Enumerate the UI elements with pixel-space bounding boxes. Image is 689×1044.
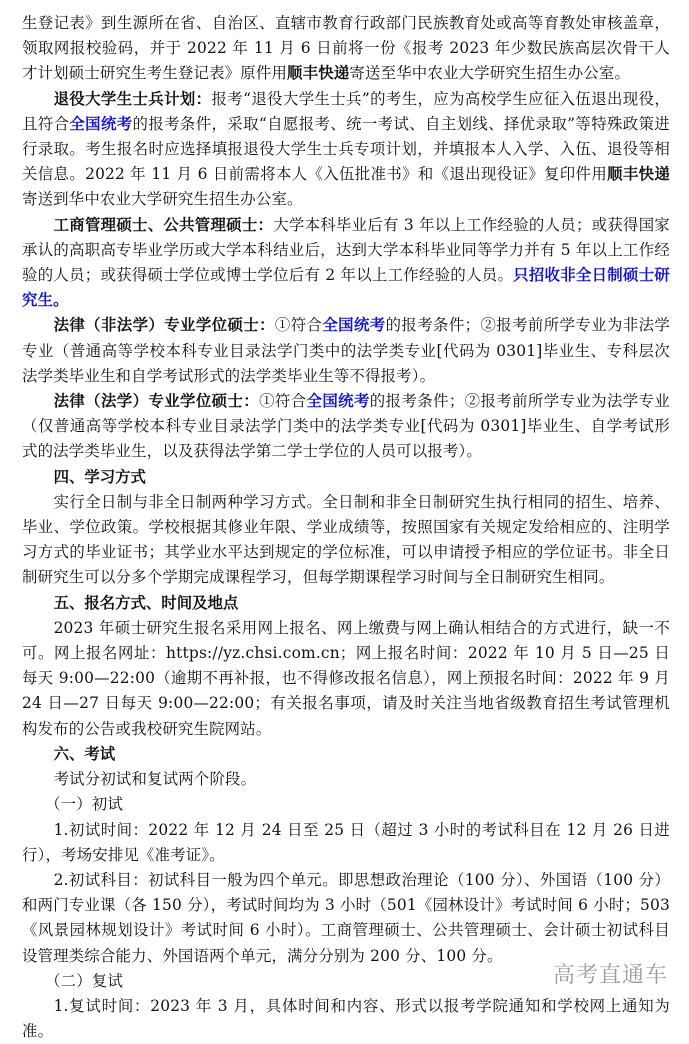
paragraph-study-mode: 实行全日制与非全日制两种学习方式。全日制和非全日制研究生执行相同的招生、培养、毕业、学位政策。学校根据其修业年限、学业成绩等，按照国家有关规定发给相应的、注明学习方式的毕业证书；其学业水平达到规定的学位标准，可以申请授予相应的学位证书。非全日制研究生可以分多个学期完成课程学习，但每学期课程学习时间与全日制研究生相同。 <box>22 492 670 587</box>
highlight-national-exam: 全国统考 <box>69 114 133 133</box>
paragraph-preliminary-time: 1.初试时间：2022 年 12 月 24 日至 25 日（超过 3 小时的考试科目在 12 月 26 日进行），考场安排见《准考证》。 <box>22 820 670 864</box>
text: 寄送至华中农业大学研究生招生办公室。 <box>349 64 631 83</box>
text: 寄送到华中农业大学研究生招生办公室。 <box>22 190 303 209</box>
paragraph-exam-intro: 考试分初试和复试两个阶段。 <box>53 770 257 789</box>
text: 的报考条件；②报考前所学专业为非法学专业（普通高等学校本科专业目录法学门类中的法学类专业[代码为 0301]毕业生、专科层次法学类毕业生和自学考试形式的法学类毕业生等不得报考）。 <box>22 316 670 385</box>
subheading-preliminary: （一）初试 <box>45 795 124 814</box>
text: 大学本科毕业后有 3 年以上工作经验的人员；或获得国家承认的高职高专毕业学历或大学本科结业后，达到大学本科毕业同等学力并有 5 年以上工作经验的人员；或获得硕士学位或博士学位后有 2 年以上工作经验的人员。 <box>22 215 670 285</box>
paragraph-law-nonlaw <box>22 313 670 389</box>
paragraph-title: 工商管理硕士、公共管理硕士： <box>53 215 274 234</box>
document-page <box>22 11 670 1044</box>
paragraph-mba-mpa <box>22 213 670 314</box>
watermark: 高考直通车 <box>553 963 669 988</box>
paragraph-preliminary-subjects: 2.初试科目：初试科目一般为四个单元。即思想政治理论（100 分）、外国语（100 分）和两门专业课（各 150 分），考试时间均为 3 小时（501《园林设计》考试时间 6 小时；503《风景园林规划设计》考试时间 6 小时）。工商管理硕士、公共管理硕士、会计硕士初试科目设管理类综合能力、外国语两个单元，满分分别为 200 分、100 分。 <box>22 870 670 965</box>
text: 报考“退役大学生士兵”的考生，应为高校学生应征入伍退出现役，且符合 <box>22 89 670 133</box>
subheading-retest: （二）复试 <box>45 971 124 990</box>
text: ①符合 <box>259 392 307 411</box>
paragraph-title: 法律（法学）专业学位硕士： <box>53 392 260 411</box>
text: 的报考条件，采取“自愿报考、统一考试、自主划线、择优录取”等特殊政策进行录取。考生报名时应选择填报退役大学生士兵专项计划，并填报本人入学、入伍、退役等相关信息。2022 年 11 月 6 日前需将本人《入伍批准书》和《退出现役证》复印件用 <box>22 114 670 184</box>
paragraph-veteran-plan <box>22 87 670 213</box>
bold-courier: 顺丰快递 <box>607 165 670 184</box>
paragraph-title: 法律（非法学）专业学位硕士： <box>53 316 275 335</box>
section-heading-exam: 六、考试 <box>53 744 116 763</box>
paragraph-registration: 2023 年硕士研究生报名采用网上报名、网上缴费与网上确认相结合的方式进行，缺一不可。网上报名网址：https://yz.chsi.com.cn；网上报名时间：2022 年 10 月 5 日—25 日每天 9:00—22:00（逾期不再补报，也不得修改报名信息），网上预报名时间：2022 年 9 月 24 日—27 日每天 9:00—22:00；有关报名事项，请及时关注当地省级教育招生考试管理机构发布的公告或我校研究生院网站。 <box>22 618 670 738</box>
paragraph-minority-plan <box>22 11 670 87</box>
paragraph-retest-time: 1.复试时间：2023 年 3 月，具体时间和内容、形式以报考学院通知和学校网上通知为准。 <box>22 996 670 1041</box>
paragraph-law-law <box>22 389 670 465</box>
text: 生登记表》到生源所在省、自治区、直辖市教育行政部门民族教育处或高等育教处审核盖章，领取网报校验码，并于 2022 年 11 月 6 日前将一份《报考 2023 年少数民族高层次骨干人才计划硕士研究生考生登记表》原件用 <box>22 14 670 83</box>
highlight-part-time-only: 只招收非全日制硕士研究生。 <box>22 266 670 310</box>
section-heading-registration: 五、报名方式、时间及地点 <box>53 593 239 612</box>
highlight-national-exam: 全国统考 <box>306 392 370 411</box>
section-heading-study-mode: 四、学习方式 <box>53 467 146 486</box>
text: ①符合 <box>274 316 323 335</box>
text: 的报考条件；②报考前所学专业为法学专业（仅普通高等学校本科专业目录法学门类中的法学类专业[代码为 0301]毕业生、自学考试形式的法学类毕业生，以及获得法学第二学士学位的人员可以报考）。 <box>22 392 670 461</box>
highlight-national-exam: 全国统考 <box>322 316 386 335</box>
paragraph-title: 退役大学生士兵计划： <box>53 89 212 108</box>
bold-courier: 顺丰快递 <box>287 64 350 83</box>
